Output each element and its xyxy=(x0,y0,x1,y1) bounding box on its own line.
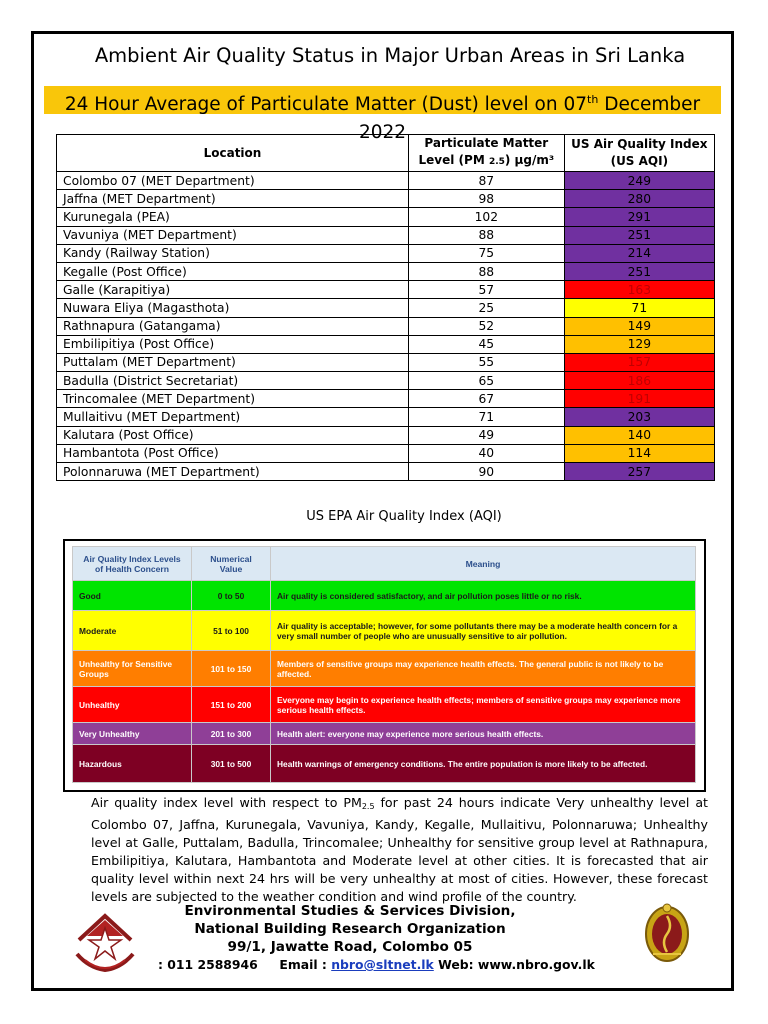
row-aqi-value: 140 xyxy=(564,426,714,444)
footer-email-link[interactable]: nbro@sltnet.lk xyxy=(331,957,434,972)
row-aqi-value: 251 xyxy=(564,262,714,280)
epa-header-meaning: Meaning xyxy=(271,547,696,581)
epa-range: 51 to 100 xyxy=(192,611,271,651)
header-aqi xyxy=(564,135,714,172)
epa-row xyxy=(73,611,696,651)
row-location: Jaffna (MET Department) xyxy=(57,190,409,208)
epa-level: Good xyxy=(73,581,192,611)
row-location: Nuwara Eliya (Magasthota) xyxy=(57,299,409,317)
table-row xyxy=(57,353,715,371)
summary-paragraph xyxy=(91,794,708,906)
summary-text-rest: for past 24 hours indicate Very unhealthy level at Colombo 07, Jaffna, Kurunegala, Vavuniya, Kandy, Kegalle, Mullaitivu, Polonnaruwa; Unhealthy level at Galle, Puttalam, Badulla, Trincomalee; Unhealthy for sensitive group level at Rathnapura, Embilipitiya, Kalutara, Hambantota and Moderate level at other cities. It is forecasted that air quality level within next 24 hrs will be very unhealthy at most of cities. However, these forecast levels are subjected to the weather condition and wind profile of the country. xyxy=(91,795,708,904)
table-row xyxy=(57,463,715,481)
row-location: Kandy (Railway Station) xyxy=(57,244,409,262)
row-aqi-value: 249 xyxy=(564,172,714,190)
table-row xyxy=(57,299,715,317)
table-row xyxy=(57,444,715,462)
header-pm-sub: 2.5 xyxy=(488,157,505,167)
row-location: Trincomalee (MET Department) xyxy=(57,390,409,408)
epa-row xyxy=(73,581,696,611)
epa-meaning: Everyone may begin to experience health effects; members of sensitive groups may experience more serious health effects. xyxy=(271,687,696,723)
row-aqi-value: 186 xyxy=(564,372,714,390)
row-aqi-value: 280 xyxy=(564,190,714,208)
header-location: Location xyxy=(57,135,409,172)
epa-level: Unhealthy for Sensitive Groups xyxy=(73,651,192,687)
row-aqi-value: 291 xyxy=(564,208,714,226)
row-pm-value: 40 xyxy=(408,444,564,462)
row-location: Kalutara (Post Office) xyxy=(57,426,409,444)
row-pm-value: 65 xyxy=(408,372,564,390)
row-aqi-value: 149 xyxy=(564,317,714,335)
row-pm-value: 88 xyxy=(408,226,564,244)
table-row xyxy=(57,226,715,244)
row-location: Kegalle (Post Office) xyxy=(57,262,409,280)
row-pm-value: 88 xyxy=(408,262,564,280)
table-row xyxy=(57,172,715,190)
epa-header-value: Numerical Value xyxy=(192,547,271,581)
epa-table xyxy=(72,546,696,783)
nbro-logo xyxy=(73,910,137,974)
row-pm-value: 67 xyxy=(408,390,564,408)
epa-meaning: Members of sensitive groups may experience health effects. The general public is not likely to be affected. xyxy=(271,651,696,687)
footer-organization: National Building Research Organization xyxy=(194,921,506,937)
header-pm-unit: ) µg/m³ xyxy=(504,153,555,167)
row-pm-value: 55 xyxy=(408,353,564,371)
epa-level: Moderate xyxy=(73,611,192,651)
row-location: Badulla (District Secretariat) xyxy=(57,372,409,390)
epa-range: 201 to 300 xyxy=(192,723,271,745)
epa-level: Unhealthy xyxy=(73,687,192,723)
row-pm-value: 49 xyxy=(408,426,564,444)
header-pm-line1: Particulate Matter xyxy=(424,136,549,150)
row-location: Polonnaruwa (MET Department) xyxy=(57,463,409,481)
footer-division: Environmental Studies & Services Division, xyxy=(184,903,516,919)
row-pm-value: 90 xyxy=(408,463,564,481)
row-aqi-value: 191 xyxy=(564,390,714,408)
epa-header-row xyxy=(73,547,696,581)
epa-row xyxy=(73,723,696,745)
page-title: Ambient Air Quality Status in Major Urban Areas in Sri Lanka xyxy=(94,44,686,67)
table-row xyxy=(57,372,715,390)
pm-table-body xyxy=(57,172,715,481)
summary-text-start: Air quality index level with respect to PM xyxy=(91,795,362,810)
header-pm xyxy=(408,135,564,172)
row-aqi-value: 71 xyxy=(564,299,714,317)
epa-range: 0 to 50 xyxy=(192,581,271,611)
epa-level: Very Unhealthy xyxy=(73,723,192,745)
banner-ordinal: th xyxy=(587,93,599,106)
table-row xyxy=(57,317,715,335)
row-location: Hambantota (Post Office) xyxy=(57,444,409,462)
epa-header-levels: Air Quality Index Levels of Health Concern xyxy=(73,547,192,581)
row-aqi-value: 214 xyxy=(564,244,714,262)
footer-phone: : 011 2588946 xyxy=(158,957,258,972)
table-row xyxy=(57,281,715,299)
header-pm-line2: Level (PM xyxy=(418,153,489,167)
row-aqi-value: 251 xyxy=(564,226,714,244)
epa-meaning: Health warnings of emergency conditions. The entire population is more likely to be affected. xyxy=(271,745,696,783)
row-pm-value: 45 xyxy=(408,335,564,353)
row-pm-value: 87 xyxy=(408,172,564,190)
row-location: Colombo 07 (MET Department) xyxy=(57,172,409,190)
row-pm-value: 102 xyxy=(408,208,564,226)
footer-web: Web: www.nbro.gov.lk xyxy=(438,957,595,972)
epa-row xyxy=(73,651,696,687)
header-aqi-line1: US Air Quality Index xyxy=(571,137,708,151)
row-aqi-value: 163 xyxy=(564,281,714,299)
header-aqi-line2: (US AQI) xyxy=(610,154,669,168)
row-location: Puttalam (MET Department) xyxy=(57,353,409,371)
row-pm-value: 75 xyxy=(408,244,564,262)
table-row xyxy=(57,262,715,280)
epa-row xyxy=(73,745,696,783)
footer-email-label: Email : xyxy=(279,957,327,972)
row-pm-value: 98 xyxy=(408,190,564,208)
table-row xyxy=(57,390,715,408)
row-pm-value: 52 xyxy=(408,317,564,335)
row-aqi-value: 203 xyxy=(564,408,714,426)
row-aqi-value: 157 xyxy=(564,353,714,371)
epa-meaning: Air quality is acceptable; however, for some pollutants there may be a moderate health concern for a very small number of people who are unusually sensitive to air pollution. xyxy=(271,611,696,651)
epa-meaning: Air quality is considered satisfactory, and air pollution poses little or no risk. xyxy=(271,581,696,611)
epa-meaning: Health alert: everyone may experience more serious health effects. xyxy=(271,723,696,745)
row-pm-value: 57 xyxy=(408,281,564,299)
banner-text: 24 Hour Average of Particulate Matter (Dust) level on 07 xyxy=(64,94,588,116)
row-aqi-value: 129 xyxy=(564,335,714,353)
summary-pm-sub: 2.5 xyxy=(361,802,375,811)
row-location: Rathnapura (Gatangama) xyxy=(57,317,409,335)
epa-range: 151 to 200 xyxy=(192,687,271,723)
table-row xyxy=(57,208,715,226)
row-aqi-value: 257 xyxy=(564,463,714,481)
table-row xyxy=(57,244,715,262)
row-location: Galle (Karapitiya) xyxy=(57,281,409,299)
table-row xyxy=(57,426,715,444)
epa-range: 101 to 150 xyxy=(192,651,271,687)
epa-level: Hazardous xyxy=(73,745,192,783)
table-row xyxy=(57,408,715,426)
banner-month: December 2022 xyxy=(358,94,701,144)
row-location: Mullaitivu (MET Department) xyxy=(57,408,409,426)
row-pm-value: 25 xyxy=(408,299,564,317)
pm-table xyxy=(56,134,715,481)
footer-address: 99/1, Jawatte Road, Colombo 05 xyxy=(227,939,473,955)
table-row xyxy=(57,335,715,353)
sri-lanka-emblem xyxy=(643,902,691,964)
row-pm-value: 71 xyxy=(408,408,564,426)
epa-range: 301 to 500 xyxy=(192,745,271,783)
table-row xyxy=(57,190,715,208)
row-location: Kurunegala (PEA) xyxy=(57,208,409,226)
row-location: Vavuniya (MET Department) xyxy=(57,226,409,244)
row-aqi-value: 114 xyxy=(564,444,714,462)
epa-title: US EPA Air Quality Index (AQI) xyxy=(306,509,502,524)
footer-org xyxy=(150,902,550,956)
footer-contact xyxy=(158,957,595,972)
epa-row xyxy=(73,687,696,723)
row-location: Embilipitiya (Post Office) xyxy=(57,335,409,353)
epa-legend xyxy=(63,539,706,792)
